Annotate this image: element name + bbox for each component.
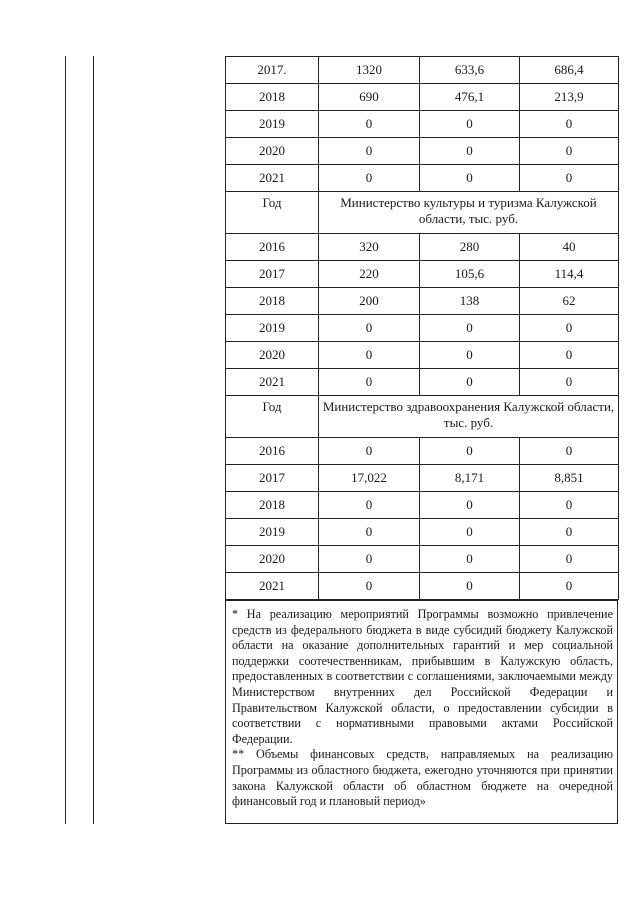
year-cell: 2020 [226,138,319,165]
value-cell: 40 [520,234,619,261]
year-cell: 2021 [226,573,319,600]
year-cell: 2018 [226,288,319,315]
total-cell: 0 [319,111,420,138]
table-row [226,315,619,342]
year-cell: 2017 [226,465,319,492]
total-cell: 0 [319,546,420,573]
table-row [226,573,619,600]
total-cell: 0 [319,519,420,546]
year-cell: 2020 [226,342,319,369]
year-cell: 2019 [226,519,319,546]
ministry-header-cell: Министерство культуры и туризма Калужской области, тыс. руб. [319,192,619,234]
value-cell: 0 [520,165,619,192]
table-row [226,342,619,369]
footnote-1: * На реализацию мероприятий Программы возможно привлечение средств из федерального бюджета в виде субсидий бюджету Калужской области на оказание дополнительных гарантий и мер социальной поддержки соотечественникам, прибывшим в Калужскую область, предоставленных в соответствии с соглашениями, заключаемыми между Министерством внутренних дел Российской Федерации и Правительством Калужской области, о предоставлении субсидии в соответствии с нормативными правовыми актами Российской Федерации. [232,607,613,746]
value-cell: 62 [520,288,619,315]
value-cell: 0 [520,438,619,465]
table-row [226,261,619,288]
total-cell: 690 [319,84,420,111]
year-cell: 2021 [226,369,319,396]
table-row [226,438,619,465]
table-row [226,369,619,396]
total-cell: 0 [319,342,420,369]
value-cell: 0 [420,315,520,342]
value-cell: 0 [420,438,520,465]
year-cell: 2019 [226,315,319,342]
value-cell: 0 [520,342,619,369]
funding-table [225,56,619,600]
value-cell: 280 [420,234,520,261]
table-row [226,288,619,315]
year-cell: 2016 [226,438,319,465]
table-row [226,465,619,492]
year-header-cell: Год [226,396,319,438]
value-cell: 0 [520,546,619,573]
table-row [226,111,619,138]
table-row [226,84,619,111]
ministry-header-cell: Министерство здравоохранения Калужской области, тыс. руб. [319,396,619,438]
value-cell: 213,9 [520,84,619,111]
table-row [226,138,619,165]
value-cell: 633,6 [420,57,520,84]
year-cell: 2020 [226,546,319,573]
total-cell: 320 [319,234,420,261]
total-cell: 0 [319,573,420,600]
table-row [226,234,619,261]
total-cell: 0 [319,315,420,342]
total-cell: 17,022 [319,465,420,492]
year-cell: 2018 [226,84,319,111]
year-cell: 2017 [226,261,319,288]
value-cell: 8,851 [520,465,619,492]
value-cell: 0 [420,369,520,396]
value-cell: 686,4 [520,57,619,84]
value-cell: 476,1 [420,84,520,111]
value-cell: 0 [520,138,619,165]
footnotes [225,600,618,824]
value-cell: 105,6 [420,261,520,288]
year-header-cell: Год [226,192,319,234]
value-cell: 8,171 [420,465,520,492]
total-cell: 1320 [319,57,420,84]
total-cell: 0 [319,165,420,192]
value-cell: 0 [420,165,520,192]
table-column-divider [93,56,94,824]
value-cell: 0 [420,492,520,519]
table-row [226,519,619,546]
year-cell: 2019 [226,111,319,138]
total-cell: 220 [319,261,420,288]
total-cell: 200 [319,288,420,315]
value-cell: 114,4 [520,261,619,288]
table-row [226,492,619,519]
value-cell: 0 [420,519,520,546]
footnote-2: ** Объемы финансовых средств, направляемых на реализацию Программы из областного бюджета, ежегодно уточняются при принятии закона Калужской области об областном бюджете на очередной финансовый год и плановый период» [232,747,613,809]
total-cell: 0 [319,138,420,165]
value-cell: 0 [520,369,619,396]
table-row [226,165,619,192]
section-header-row [226,192,619,234]
value-cell: 0 [520,573,619,600]
total-cell: 0 [319,438,420,465]
value-cell: 138 [420,288,520,315]
year-cell: 2021 [226,165,319,192]
section-header-row [226,396,619,438]
value-cell: 0 [420,138,520,165]
year-cell: 2018 [226,492,319,519]
value-cell: 0 [520,315,619,342]
total-cell: 0 [319,492,420,519]
value-cell: 0 [420,342,520,369]
value-cell: 0 [420,546,520,573]
value-cell: 0 [420,573,520,600]
value-cell: 0 [520,519,619,546]
table-row [226,546,619,573]
value-cell: 0 [420,111,520,138]
year-cell: 2016 [226,234,319,261]
table-left-border [65,56,66,824]
total-cell: 0 [319,369,420,396]
year-cell: 2017. [226,57,319,84]
value-cell: 0 [520,111,619,138]
table-row [226,57,619,84]
value-cell: 0 [520,492,619,519]
